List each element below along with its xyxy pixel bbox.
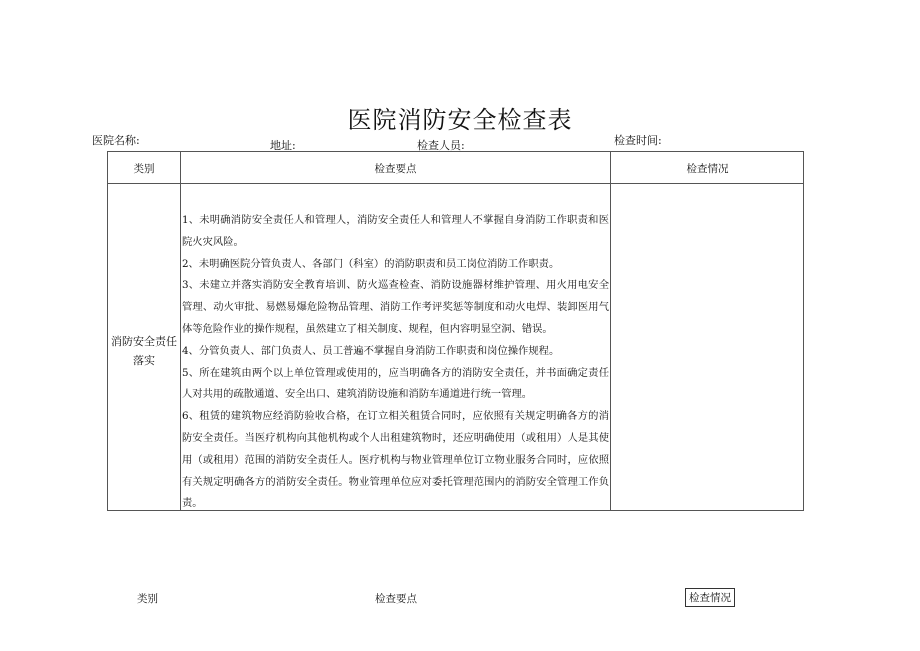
category-cell: 消防安全责任落实 <box>111 335 177 367</box>
inspection-time-label: 检查时间: <box>614 134 662 147</box>
header-check-points: 检查要点 <box>374 163 417 175</box>
check-point-item: 2、未明确医院分管负责人、各部门（科室）的消防职责和员工岗位消防工作职责。 <box>182 257 560 270</box>
check-point-item: 1、未明确消防安全责任人和管理人，消防安全责任人和管理人不掌握自身消防工作职责和医院火灾风险。 <box>182 214 609 248</box>
footer-check-points-label: 检查要点 <box>375 593 417 605</box>
inspector-label: 检查人员: <box>417 139 465 152</box>
check-point-item: 5、所在建筑由两个以上单位管理或使用的，应当明确各方的消防安全责任，并书面确定责任人对共用的疏散通道、安全出口、建筑消防设施和消防车通道进行统一管理。 <box>182 366 609 401</box>
check-point-item: 6、租赁的建筑物应经消防验收合格，在订立相关租赁合同时，应依照有关规定明确各方的消防安全责任。当医疗机构向其他机构或个人出租建筑物时，还应明确使用（或租用）人是其使用（或租用）范围的消防安全责任人。医疗机构与物业管理单位订立物业服务合同时，应依照有关规定明确各方的消防安全责任。物业管理单位应对委托管理范围内的消防安全管理工作负责。 <box>182 410 609 510</box>
check-points-cell <box>182 210 609 515</box>
check-point-item: 4、分管负责人、部门负责人、员工普遍不掌握自身消防工作职责和岗位操作规程。 <box>182 344 560 357</box>
footer-category-label: 类别 <box>137 593 158 605</box>
column-divider <box>610 152 611 510</box>
header-category: 类别 <box>133 163 155 175</box>
inspection-table <box>107 151 804 511</box>
hospital-name-label: 医院名称: <box>92 134 140 147</box>
header-divider <box>108 183 803 184</box>
header-check-status: 检查情况 <box>686 163 729 175</box>
check-point-item: 3、未建立并落实消防安全教育培训、防火巡查检查、消防设施器材维护管理、用火用电安全管理、动火审批、易燃易爆危险物品管理、消防工作考评奖惩等制度和动火电焊、装卸医用气体等危险作业的操作规程，虽然建立了相关制度、规程，但内容明显空洞、错误。 <box>182 279 609 335</box>
column-divider <box>180 152 181 510</box>
address-label: 地址: <box>270 139 296 152</box>
footer-check-status-label: 检查情况 <box>685 588 735 607</box>
page-title: 医院消防安全检查表 <box>347 106 573 134</box>
